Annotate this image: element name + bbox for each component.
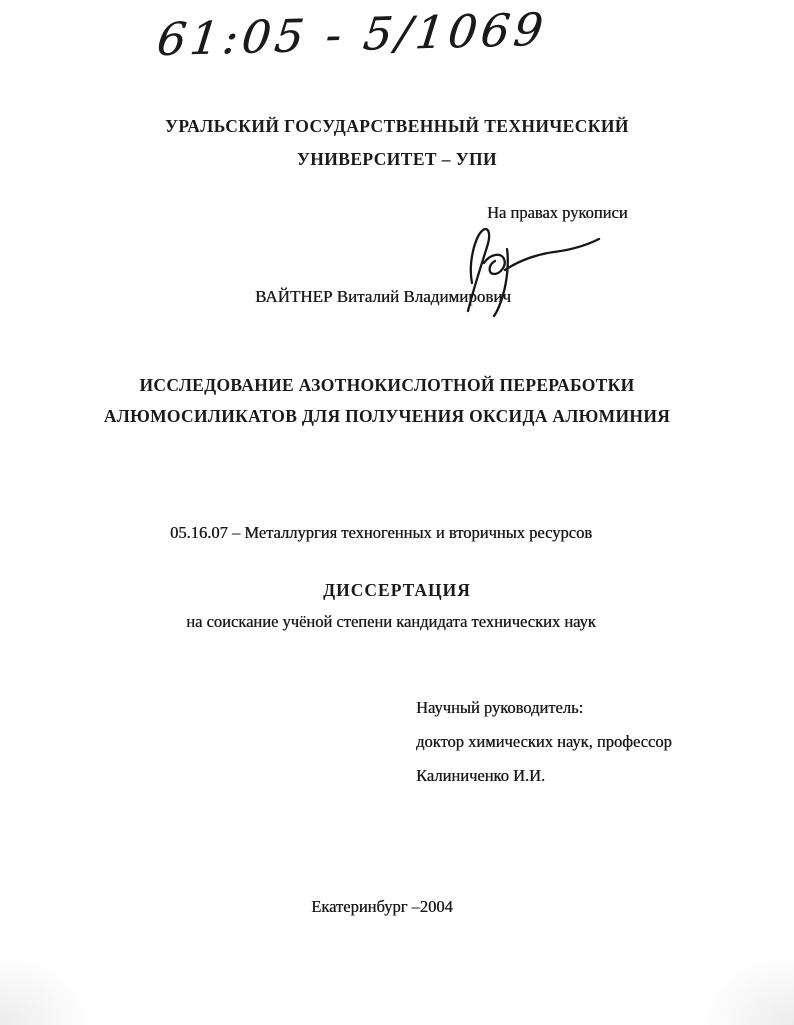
dissertation-title-line1: ИССЛЕДОВАНИЕ АЗОТНОКИСЛОТНОЙ ПЕРЕРАБОТКИ: [139, 375, 635, 395]
handwritten-inventory-number: 61:05 - 5/1069: [154, 2, 550, 67]
supervisor-name: Калиниченко И.И.: [416, 766, 546, 785]
supervisor-degree: доктор химических наук, профессор: [416, 732, 672, 751]
dissertation-title-line2: АЛЮМОСИЛИКАТОВ ДЛЯ ПОЛУЧЕНИЯ ОКСИДА АЛЮМИНИЯ: [103, 406, 671, 426]
university-name-line2: УНИВЕРСИТЕТ – УПИ: [297, 149, 497, 169]
manuscript-rights-note: На правах рукописи: [487, 203, 628, 222]
degree-purpose-line: на соискание учёной степени кандидата технических наук: [186, 612, 596, 631]
supervisor-block: [416, 691, 672, 793]
supervisor-label: Научный руководитель:: [416, 698, 584, 717]
city-year-line: Екатеринбург –2004: [311, 897, 453, 916]
dissertation-title: [0, 370, 784, 432]
author-name: ВАЙТНЕР Виталий Владимирович: [255, 287, 511, 306]
university-name-line1: УРАЛЬСКИЙ ГОСУДАРСТВЕННЫЙ ТЕХНИЧЕСКИЙ: [165, 116, 629, 136]
specialty-code-line: 05.16.07 – Металлургия техногенных и вторичных ресурсов: [169, 523, 593, 542]
document-type-heading: ДИССЕРТАЦИЯ: [323, 580, 471, 600]
university-name: [0, 110, 794, 176]
